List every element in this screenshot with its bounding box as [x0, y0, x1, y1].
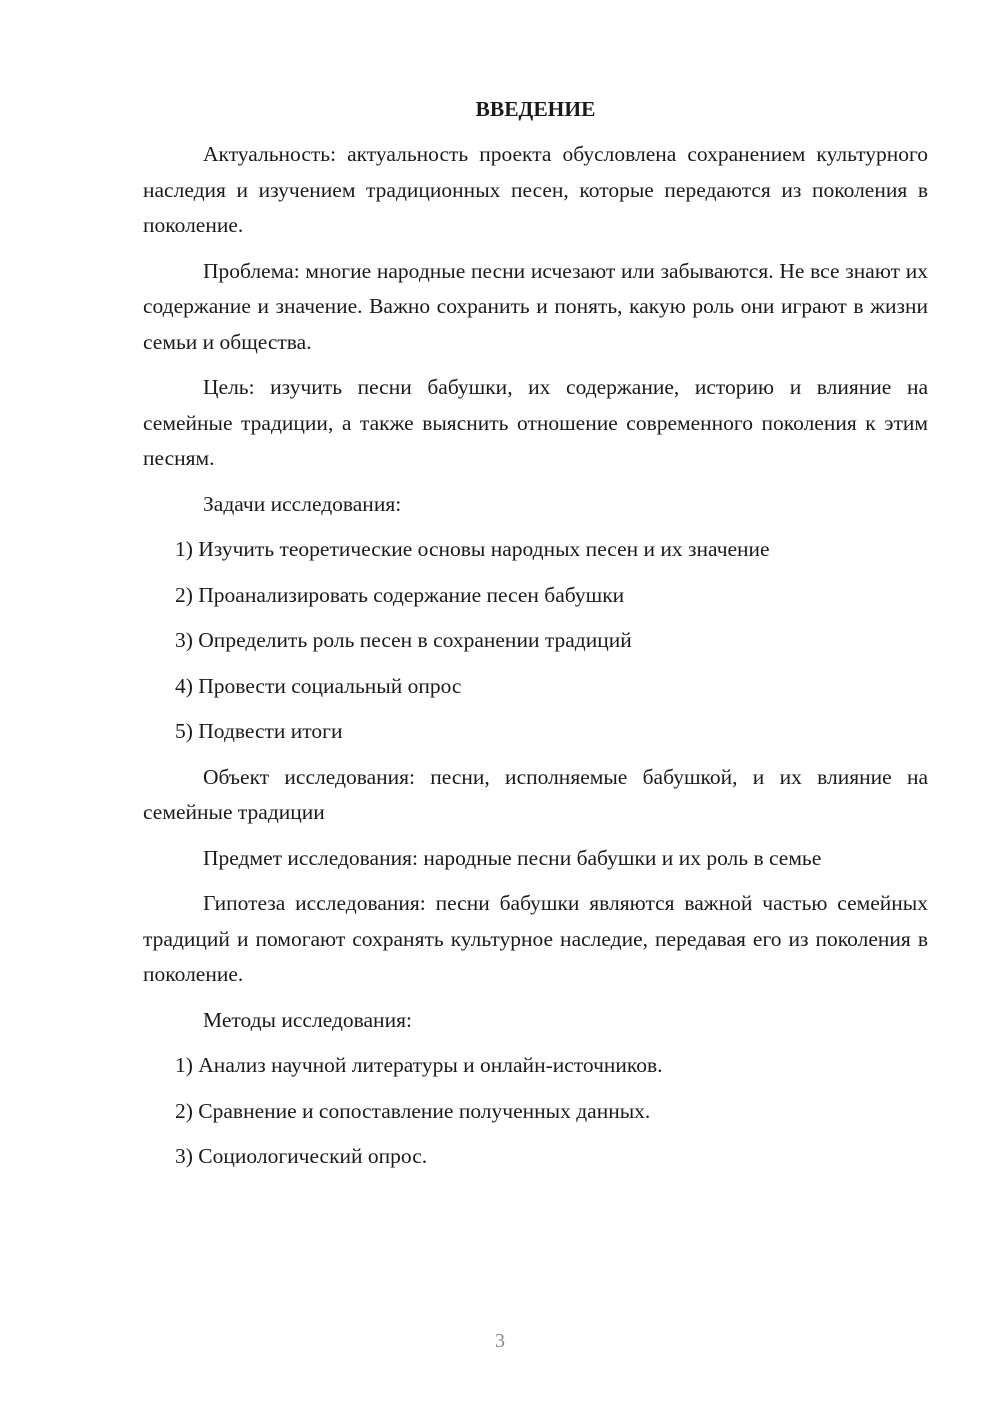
list-item: 1) Изучить теоретические основы народных песен и их значение	[175, 537, 770, 561]
relevance-paragraph: Актуальность: актуальность проекта обусловлена сохранением культурного наследия и изучением традиционных песен, которые передаются из поколения в поколение.	[143, 142, 928, 237]
list-item: 3) Определить роль песен в сохранении традиций	[175, 628, 632, 652]
document-page	[143, 92, 928, 1185]
methods-list	[143, 1048, 928, 1175]
tasks-list	[143, 532, 928, 750]
list-item: 4) Провести социальный опрос	[175, 673, 462, 698]
subject-paragraph: Предмет исследования: народные песни бабушки и их роль в семье	[203, 845, 822, 870]
problem-paragraph: Проблема: многие народные песни исчезают или забываются. Не все знают их содержание и значение. Важно сохранить и понять, какую роль они играют в жизни семьи и общества.	[143, 258, 928, 354]
list-item: 3) Социологический опрос.	[175, 1144, 428, 1168]
tasks-heading: Задачи исследования:	[203, 491, 402, 516]
page-number: 3	[495, 1330, 505, 1352]
list-item: 5) Подвести итоги	[175, 719, 343, 743]
hypothesis-paragraph: Гипотеза исследования: песни бабушки являются важной частью семейных традиций и помогают сохранять культурное наследие, передавая его из поколения в поколение.	[143, 891, 928, 986]
goal-paragraph: Цель: изучить песни бабушки, их содержание, историю и влияние на семейные традиции, а также выяснить отношение современного поколения к этим песням.	[143, 375, 928, 470]
section-title: ВВЕДЕНИЕ	[475, 97, 596, 121]
list-item: 2) Проанализировать содержание песен бабушки	[175, 582, 625, 607]
methods-heading: Методы исследования:	[203, 1007, 412, 1032]
object-paragraph: Объект исследования: песни, исполняемые бабушкой, и их влияние на семейные традиции	[143, 764, 928, 824]
list-item: 1) Анализ научной литературы и онлайн-источников.	[175, 1053, 663, 1077]
list-item: 2) Сравнение и сопоставление полученных данных.	[175, 1098, 651, 1123]
